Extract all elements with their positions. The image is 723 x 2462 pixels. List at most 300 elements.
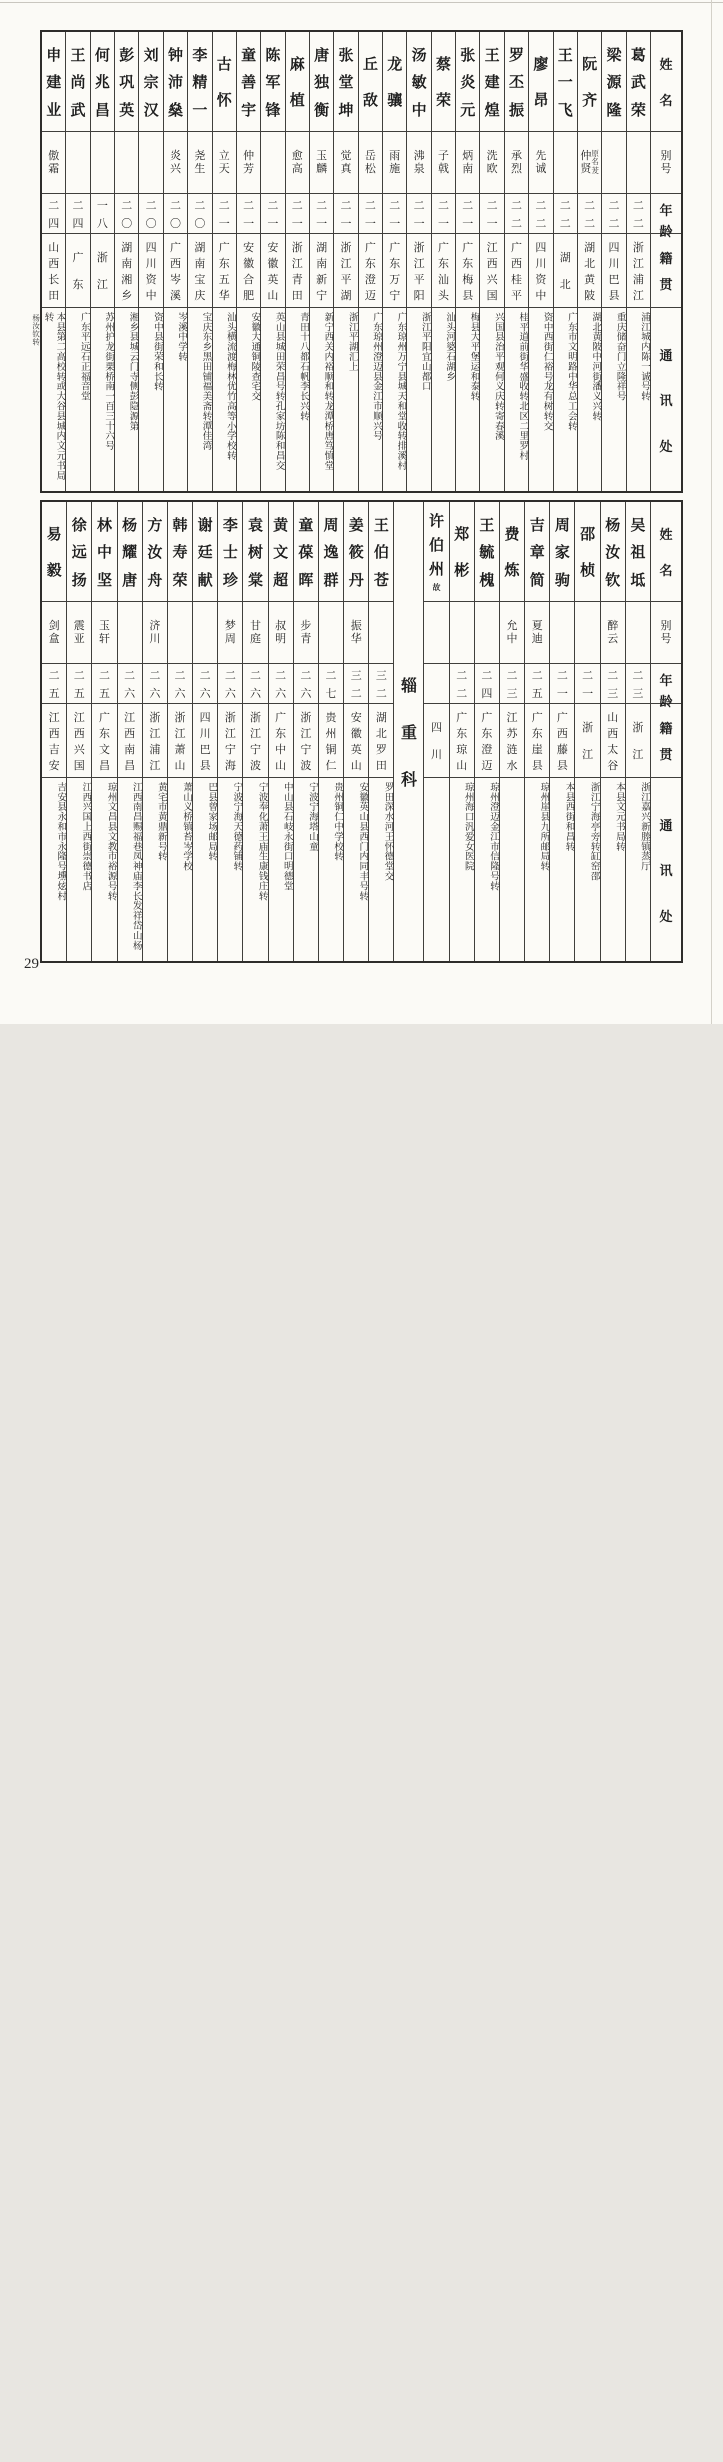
scan-edge-top bbox=[0, 2, 723, 3]
address-cell: 广东市文明路中华总工会转 bbox=[565, 312, 576, 431]
alias-cell: 觉 真 bbox=[334, 132, 357, 194]
directory-column bbox=[574, 502, 599, 961]
directory-column bbox=[260, 32, 284, 491]
directory-column bbox=[601, 32, 625, 491]
name-cell: 刘 宗 汉 bbox=[139, 32, 162, 132]
alias-cell bbox=[575, 602, 599, 664]
directory-column bbox=[368, 502, 393, 961]
origin-cell: 广 东 五 华 bbox=[213, 234, 236, 308]
alias-cell: 先 诚 bbox=[529, 132, 552, 194]
age-cell: 二 一 bbox=[237, 194, 260, 234]
row-header-origin: 籍 贯 bbox=[651, 704, 681, 778]
name-cell: 童 葆 晖 bbox=[294, 502, 318, 602]
alias-cell: 仲 芳 bbox=[237, 132, 260, 194]
origin-cell: 广 东 崖 县 bbox=[525, 704, 549, 778]
name-cell: 王 尚 武 bbox=[66, 32, 89, 132]
origin-cell: 四 川 巴 县 bbox=[193, 704, 217, 778]
alias-cell: 炎 兴 bbox=[164, 132, 187, 194]
name-cell: 何 兆 昌 bbox=[91, 32, 114, 132]
page-number: 29 bbox=[24, 956, 39, 972]
directory-column bbox=[212, 32, 236, 491]
age-cell: 二 六 bbox=[193, 664, 217, 704]
alias-cell: 炳 南 bbox=[456, 132, 479, 194]
name-cell: 谢 廷 献 bbox=[193, 502, 217, 602]
address-cell: 宝庆东乡黑田铺福美斋转潭佳湾 bbox=[200, 312, 211, 451]
row-header-age: 年 龄 bbox=[651, 194, 681, 234]
origin-cell: 安 徽 合 肥 bbox=[237, 234, 260, 308]
age-cell: 二 四 bbox=[42, 194, 65, 234]
origin-cell: 湖 南 新 宁 bbox=[310, 234, 333, 308]
name-cell: 唐 独 衡 bbox=[310, 32, 333, 132]
origin-cell: 浙 江 青 田 bbox=[286, 234, 309, 308]
alias-cell bbox=[168, 602, 192, 664]
address-cell: 琼州海口汎爱女医院 bbox=[462, 782, 473, 872]
directory-table-bottom bbox=[40, 500, 683, 963]
name-cell: 易 毅 bbox=[42, 502, 66, 602]
name-cell: 方 汝 舟 bbox=[143, 502, 167, 602]
alias-cell: 玉 麟 bbox=[310, 132, 333, 194]
alias-cell: 步 青 bbox=[294, 602, 318, 664]
age-cell: 二 一 bbox=[575, 664, 599, 704]
age-cell: 二 二 bbox=[602, 194, 625, 234]
row-header-name: 姓 名 bbox=[651, 32, 681, 132]
address-cell: 湖北黄陂中河街潘义兴转 bbox=[590, 312, 601, 421]
row-header-address: 通 讯 处 bbox=[659, 817, 673, 924]
origin-cell: 浙 江 bbox=[626, 704, 650, 778]
alias-cell: 立 天 bbox=[213, 132, 236, 194]
address-cell: 桂平道前街华盛收转北区二里罗村 bbox=[517, 312, 528, 461]
address-cell: 安徽大通铜陵查宅交 bbox=[249, 312, 260, 402]
origin-cell: 广 东 文 昌 bbox=[92, 704, 116, 778]
alias-cell: 允 中 bbox=[500, 602, 524, 664]
age-cell bbox=[424, 664, 448, 704]
address-cell: 吉安县永和市永隆号壎炫村 bbox=[55, 782, 66, 901]
directory-column bbox=[406, 32, 430, 491]
age-cell: 二 六 bbox=[168, 664, 192, 704]
directory-column bbox=[91, 502, 116, 961]
age-cell: 二 六 bbox=[118, 664, 142, 704]
address-cell: 浙江嘉兴新塍镇蒸厅 bbox=[639, 782, 649, 872]
name-cell: 丘 敌 bbox=[359, 32, 382, 132]
directory-column bbox=[423, 502, 448, 961]
alias-cell: 震 亚 bbox=[67, 602, 91, 664]
alias-cell bbox=[550, 602, 574, 664]
address-cell: 琼州崖县九所邮局转 bbox=[538, 782, 549, 872]
origin-cell: 江 西 吉 安 bbox=[42, 704, 66, 778]
alias-cell bbox=[627, 132, 650, 194]
address-cell: 梅县大平堡运和泰转 bbox=[468, 312, 479, 402]
name-cell: 张 堂 坤 bbox=[334, 32, 357, 132]
directory-column bbox=[309, 32, 333, 491]
origin-cell: 湖 南 宝 庆 bbox=[188, 234, 211, 308]
directory-column bbox=[577, 32, 601, 491]
age-cell: 二 〇 bbox=[115, 194, 138, 234]
name-cell: 童 善 宇 bbox=[237, 32, 260, 132]
alias-cell bbox=[475, 602, 499, 664]
row-header-origin: 籍 贯 bbox=[651, 234, 681, 308]
age-cell: 二 一 bbox=[456, 194, 479, 234]
row-header-alias: 别 号 bbox=[651, 602, 681, 664]
age-cell: 二 〇 bbox=[188, 194, 211, 234]
alias-cell: 玉 轩 bbox=[92, 602, 116, 664]
age-cell: 二 一 bbox=[432, 194, 455, 234]
age-cell: 二 五 bbox=[92, 664, 116, 704]
origin-cell: 广 西 藤 县 bbox=[550, 704, 574, 778]
address-cell: 宁波奉化萧王庙生康钱庄转 bbox=[256, 782, 267, 901]
name-cell: 黄 文 超 bbox=[269, 502, 293, 602]
age-cell: 二 六 bbox=[269, 664, 293, 704]
origin-cell: 湖 北 罗 田 bbox=[369, 704, 393, 778]
section-divider-label: 辎 重 科 bbox=[400, 678, 417, 789]
name-cell: 王 毓 槐 bbox=[475, 502, 499, 602]
origin-cell: 浙 江 浦 江 bbox=[627, 234, 650, 308]
directory-column bbox=[66, 502, 91, 961]
name-cell: 阮 齐 bbox=[578, 32, 601, 132]
origin-cell: 四 川 资 中 bbox=[139, 234, 162, 308]
directory-column bbox=[382, 32, 406, 491]
alias-cell: 愈 高 bbox=[286, 132, 309, 194]
name-cell: 蔡 荣 bbox=[432, 32, 455, 132]
address-cell: 江西兴国上西街崇德书店 bbox=[80, 782, 91, 891]
address-cell: 重庆储奋门立隆祥号 bbox=[614, 312, 625, 402]
directory-column bbox=[528, 32, 552, 491]
directory-column bbox=[285, 32, 309, 491]
address-cell: 本县文元书局转 bbox=[613, 782, 624, 852]
name-cell: 吴 祖 坻 bbox=[626, 502, 650, 602]
name-cell: 廖 昂 bbox=[529, 32, 552, 132]
address-cell: 苏州护龙街栗桥南一百三十六号 bbox=[103, 312, 114, 451]
origin-cell: 江 西 兴 国 bbox=[480, 234, 503, 308]
name-cell: 王 建 煌 bbox=[480, 32, 503, 132]
address-cell bbox=[424, 778, 448, 961]
origin-cell: 广 东 梅 县 bbox=[456, 234, 479, 308]
directory-column bbox=[90, 32, 114, 491]
origin-cell: 江 苏 涟 水 bbox=[500, 704, 524, 778]
address-cell: 汕头河婆石湖乡 bbox=[444, 312, 455, 382]
name-cell: 邵 桢 bbox=[575, 502, 599, 602]
origin-cell: 广 东 中 山 bbox=[269, 704, 293, 778]
name-cell: 杨 耀 唐 bbox=[118, 502, 142, 602]
alias-cell bbox=[139, 132, 162, 194]
alias-cell: 岳 松 bbox=[359, 132, 382, 194]
origin-cell: 浙 江 宁 波 bbox=[294, 704, 318, 778]
directory-column bbox=[138, 32, 162, 491]
scan-edge-right bbox=[711, 0, 712, 1024]
directory-column bbox=[431, 32, 455, 491]
address-cell: 本县第二高校转或大谷县城内文元书局转 杨汝钦转 bbox=[42, 308, 65, 491]
directory-column bbox=[65, 32, 89, 491]
name-cell: 梁 源 隆 bbox=[602, 32, 625, 132]
address-cell: 青田十八都石帆李长兴转 bbox=[297, 312, 308, 421]
address-cell: 岑溪中学转 bbox=[176, 312, 187, 362]
alias-cell bbox=[424, 602, 448, 664]
origin-cell: 安 徽 英 山 bbox=[344, 704, 368, 778]
age-cell: 三 二 bbox=[369, 664, 393, 704]
origin-cell: 广 东 琼 山 bbox=[450, 704, 474, 778]
directory-column bbox=[117, 502, 142, 961]
name-cell: 申 建 业 bbox=[42, 32, 65, 132]
age-cell: 二 七 bbox=[319, 664, 343, 704]
age-cell: 二 六 bbox=[143, 664, 167, 704]
row-header-age: 年 龄 bbox=[651, 664, 681, 704]
origin-cell: 江 西 南 昌 bbox=[118, 704, 142, 778]
directory-column bbox=[524, 502, 549, 961]
name-cell: 韩 寿 荣 bbox=[168, 502, 192, 602]
alias-cell bbox=[66, 132, 89, 194]
age-cell: 一 八 bbox=[91, 194, 114, 234]
name-cell: 葛 武 荣 bbox=[627, 32, 650, 132]
age-cell: 二 六 bbox=[243, 664, 267, 704]
directory-column bbox=[333, 32, 357, 491]
alias-cell: 沸 泉 bbox=[407, 132, 430, 194]
directory-column bbox=[343, 502, 368, 961]
address-cell: 宁波宁海天德药铺转 bbox=[231, 782, 242, 872]
address-cell: 新宁西关内裕顺和转龙潭桥唐笃慎堂 bbox=[322, 312, 333, 471]
alias-cell bbox=[115, 132, 138, 194]
alias-cell: 济 川 bbox=[143, 602, 167, 664]
origin-cell: 广 东 汕 头 bbox=[432, 234, 455, 308]
age-cell: 二 三 bbox=[601, 664, 625, 704]
origin-cell: 四 川 资 中 bbox=[529, 234, 552, 308]
age-cell: 二 〇 bbox=[139, 194, 162, 234]
name-cell: 郑 彬 bbox=[450, 502, 474, 602]
address-cell: 萧山义桥镇苔岑学校 bbox=[181, 782, 192, 872]
name-cell: 许 伯 州 故 bbox=[424, 502, 448, 602]
alias-cell bbox=[193, 602, 217, 664]
origin-cell: 广 东 万 宁 bbox=[383, 234, 406, 308]
name-cell: 林 中 坚 bbox=[92, 502, 116, 602]
origin-cell: 浙 江 宁 海 bbox=[218, 704, 242, 778]
address-cell: 本县西街和昌转 bbox=[563, 782, 574, 852]
directory-table-top bbox=[31, 30, 683, 493]
directory-column bbox=[474, 502, 499, 961]
address-cell: 琼州澄迈金江市信隆号转 bbox=[487, 782, 498, 891]
directory-column bbox=[268, 502, 293, 961]
alias-cell: 子 戟 bbox=[432, 132, 455, 194]
alias-cell: 尧 生 bbox=[188, 132, 211, 194]
address-cell: 兴国县治平观何义庆转寄春溪 bbox=[492, 312, 503, 441]
address-cell: 资中西街仁裕号龙有树转交 bbox=[541, 312, 552, 431]
address-cell: 宁波宁海塔山童 bbox=[306, 782, 317, 852]
origin-cell: 浙 江 浦 江 bbox=[143, 704, 167, 778]
origin-cell: 浙 江 bbox=[575, 704, 599, 778]
name-cell: 费 炼 bbox=[500, 502, 524, 602]
directory-column bbox=[479, 32, 503, 491]
address-cell: 广东琼州万宁县城天和堂收转排溪村 bbox=[395, 312, 406, 471]
alias-cell: 原 名 茇 仲 贤 bbox=[578, 132, 601, 194]
name-cell: 杨 汝 钦 bbox=[601, 502, 625, 602]
row-header-column bbox=[650, 502, 681, 961]
origin-cell: 广 东 澄 迈 bbox=[475, 704, 499, 778]
name-cell: 袁 树 棠 bbox=[243, 502, 267, 602]
directory-column bbox=[142, 502, 167, 961]
alias-note: 原 名 茇 bbox=[591, 149, 599, 175]
name-cell: 姜 筱 丹 bbox=[344, 502, 368, 602]
directory-column bbox=[242, 502, 267, 961]
alias-cell bbox=[450, 602, 474, 664]
address-cell: 中山县石岐永街口明德堂 bbox=[281, 782, 292, 891]
origin-cell: 湖 北 bbox=[554, 234, 577, 308]
origin-cell: 浙 江 平 湖 bbox=[334, 234, 357, 308]
row-header-alias: 别 号 bbox=[651, 132, 681, 194]
origin-cell: 四 川 巴 县 bbox=[602, 234, 625, 308]
directory-column bbox=[42, 502, 66, 961]
alias-cell bbox=[319, 602, 343, 664]
origin-cell: 浙 江 宁 波 bbox=[243, 704, 267, 778]
address-cell: 罗田深水河王怀德堂交 bbox=[382, 782, 393, 881]
name-cell: 吉 章 简 bbox=[525, 502, 549, 602]
age-cell: 二 一 bbox=[213, 194, 236, 234]
origin-cell: 贵 州 铜 仁 bbox=[319, 704, 343, 778]
name-cell: 周 家 驹 bbox=[550, 502, 574, 602]
alias-cell: 洗 欧 bbox=[480, 132, 503, 194]
directory-column bbox=[358, 32, 382, 491]
name-cell: 古 怀 bbox=[213, 32, 236, 132]
age-cell: 二 一 bbox=[286, 194, 309, 234]
name-cell: 王 一 飞 bbox=[554, 32, 577, 132]
alias-cell: 甘 庭 bbox=[243, 602, 267, 664]
address-cell: 贵州铜仁中学校转 bbox=[332, 782, 343, 862]
section-divider-column bbox=[393, 502, 423, 961]
origin-cell: 广 东 bbox=[66, 234, 89, 308]
origin-cell: 浙 江 萧 山 bbox=[168, 704, 192, 778]
address-cell: 巴县曾家场邮局转 bbox=[206, 782, 217, 862]
address-cell bbox=[500, 778, 524, 961]
name-cell: 陈 军 锋 bbox=[261, 32, 284, 132]
age-cell: 二 一 bbox=[261, 194, 284, 234]
age-cell: 二 二 bbox=[554, 194, 577, 234]
address-cell: 浙江平湖汇上 bbox=[346, 312, 357, 372]
address-note: 杨汝钦转 bbox=[31, 314, 41, 346]
alias-cell bbox=[118, 602, 142, 664]
name-cell: 张 炎 元 bbox=[456, 32, 479, 132]
name-cell: 罗 丕 振 bbox=[505, 32, 528, 132]
directory-column bbox=[114, 32, 138, 491]
origin-cell: 广 西 岑 溪 bbox=[164, 234, 187, 308]
scanned-directory-page bbox=[0, 0, 723, 1024]
address-cell: 广东平远石正福音堂 bbox=[78, 312, 89, 402]
directory-column bbox=[167, 502, 192, 961]
age-cell: 二 二 bbox=[505, 194, 528, 234]
alias-cell: 梦 周 bbox=[218, 602, 242, 664]
age-cell: 二 二 bbox=[627, 194, 650, 234]
age-cell: 二 一 bbox=[480, 194, 503, 234]
name-cell: 彭 巩 英 bbox=[115, 32, 138, 132]
age-cell: 二 二 bbox=[529, 194, 552, 234]
origin-cell: 江 西 兴 国 bbox=[67, 704, 91, 778]
origin-cell: 山 西 长 田 bbox=[42, 234, 65, 308]
alias-cell bbox=[91, 132, 114, 194]
address-cell: 湘乡县城云门寺侧彭隐源第 bbox=[127, 312, 138, 431]
age-cell: 二 一 bbox=[407, 194, 430, 234]
row-header-name: 姓 名 bbox=[651, 502, 681, 602]
alias-cell: 叔 明 bbox=[269, 602, 293, 664]
age-cell: 二 二 bbox=[578, 194, 601, 234]
directory-column bbox=[31, 32, 65, 491]
directory-column bbox=[553, 32, 577, 491]
address-cell: 黄宅市黄鼎新号转 bbox=[155, 782, 166, 862]
origin-cell: 广 西 桂 平 bbox=[505, 234, 528, 308]
name-cell: 钟 沛 燊 bbox=[164, 32, 187, 132]
age-cell: 二 一 bbox=[550, 664, 574, 704]
age-cell: 二 一 bbox=[383, 194, 406, 234]
origin-cell: 广 东 澄 迈 bbox=[359, 234, 382, 308]
directory-column bbox=[192, 502, 217, 961]
address-cell: 琼州文昌县文教市裕源号转 bbox=[105, 782, 116, 901]
alias-cell bbox=[554, 132, 577, 194]
age-cell: 二 一 bbox=[310, 194, 333, 234]
directory-column bbox=[625, 502, 650, 961]
name-note: 故 bbox=[432, 583, 441, 592]
name-cell: 周 逸 群 bbox=[319, 502, 343, 602]
address-cell: 江西南昌赐福巷凤神庙李长发祥岱山杨 bbox=[130, 782, 141, 951]
age-cell: 二 一 bbox=[334, 194, 357, 234]
directory-column bbox=[504, 32, 528, 491]
name-cell: 麻 植 bbox=[286, 32, 309, 132]
age-cell: 二 三 bbox=[626, 664, 650, 704]
alias-cell: 振 华 bbox=[344, 602, 368, 664]
row-header-address: 通 讯 处 bbox=[659, 347, 673, 454]
origin-cell: 湖 南 湘 乡 bbox=[115, 234, 138, 308]
alias-cell bbox=[369, 602, 393, 664]
address-cell: 汕头横流渡梅林优竹高等小学校转 bbox=[224, 312, 235, 461]
directory-column bbox=[455, 32, 479, 491]
age-cell: 二 二 bbox=[450, 664, 474, 704]
alias-cell: 夏 迪 bbox=[525, 602, 549, 664]
row-header-column bbox=[650, 32, 681, 491]
alias-cell: 剑 盒 bbox=[42, 602, 66, 664]
directory-column bbox=[163, 32, 187, 491]
name-cell: 龙 骧 bbox=[383, 32, 406, 132]
age-cell: 二 三 bbox=[500, 664, 524, 704]
name-cell: 李 精 一 bbox=[188, 32, 211, 132]
directory-column bbox=[449, 502, 474, 961]
alias-cell bbox=[261, 132, 284, 194]
name-cell: 李 士 珍 bbox=[218, 502, 242, 602]
directory-column bbox=[236, 32, 260, 491]
origin-cell: 四 川 bbox=[424, 704, 448, 778]
address-cell: 广东琼州澄迈县金江市顺兴号 bbox=[371, 312, 382, 441]
directory-column bbox=[217, 502, 242, 961]
origin-cell: 湖 北 黄 陂 bbox=[578, 234, 601, 308]
origin-cell: 浙 江 平 阳 bbox=[407, 234, 430, 308]
address-cell: 浦江城内陈一诚号转 bbox=[639, 312, 649, 402]
directory-column bbox=[187, 32, 211, 491]
origin-cell: 安 徽 英 山 bbox=[261, 234, 284, 308]
age-cell: 二 五 bbox=[67, 664, 91, 704]
age-cell: 二 五 bbox=[525, 664, 549, 704]
address-cell: 英山县城田荣昌号转孔家坊陈和昌交 bbox=[273, 312, 284, 471]
directory-column bbox=[549, 502, 574, 961]
age-cell: 二 六 bbox=[294, 664, 318, 704]
directory-column bbox=[600, 502, 625, 961]
address-cell: 资中县街荣和长转 bbox=[151, 312, 162, 392]
directory-column bbox=[318, 502, 343, 961]
address-cell: 浙江宁海亭旁转缸窑邵 bbox=[588, 782, 599, 881]
age-cell: 二 一 bbox=[359, 194, 382, 234]
address-cell: 浙江平阳宜山都口 bbox=[419, 312, 430, 392]
alias-cell: 傲 霜 bbox=[42, 132, 65, 194]
age-cell: 二 五 bbox=[42, 664, 66, 704]
age-cell: 二 〇 bbox=[164, 194, 187, 234]
name-cell: 汤 敏 中 bbox=[407, 32, 430, 132]
name-cell: 王 伯 苍 bbox=[369, 502, 393, 602]
address-cell: 安徽英山县西门内同丰号转 bbox=[357, 782, 368, 901]
age-cell: 二 四 bbox=[475, 664, 499, 704]
directory-column bbox=[626, 32, 650, 491]
alias-cell bbox=[602, 132, 625, 194]
alias-cell bbox=[626, 602, 650, 664]
